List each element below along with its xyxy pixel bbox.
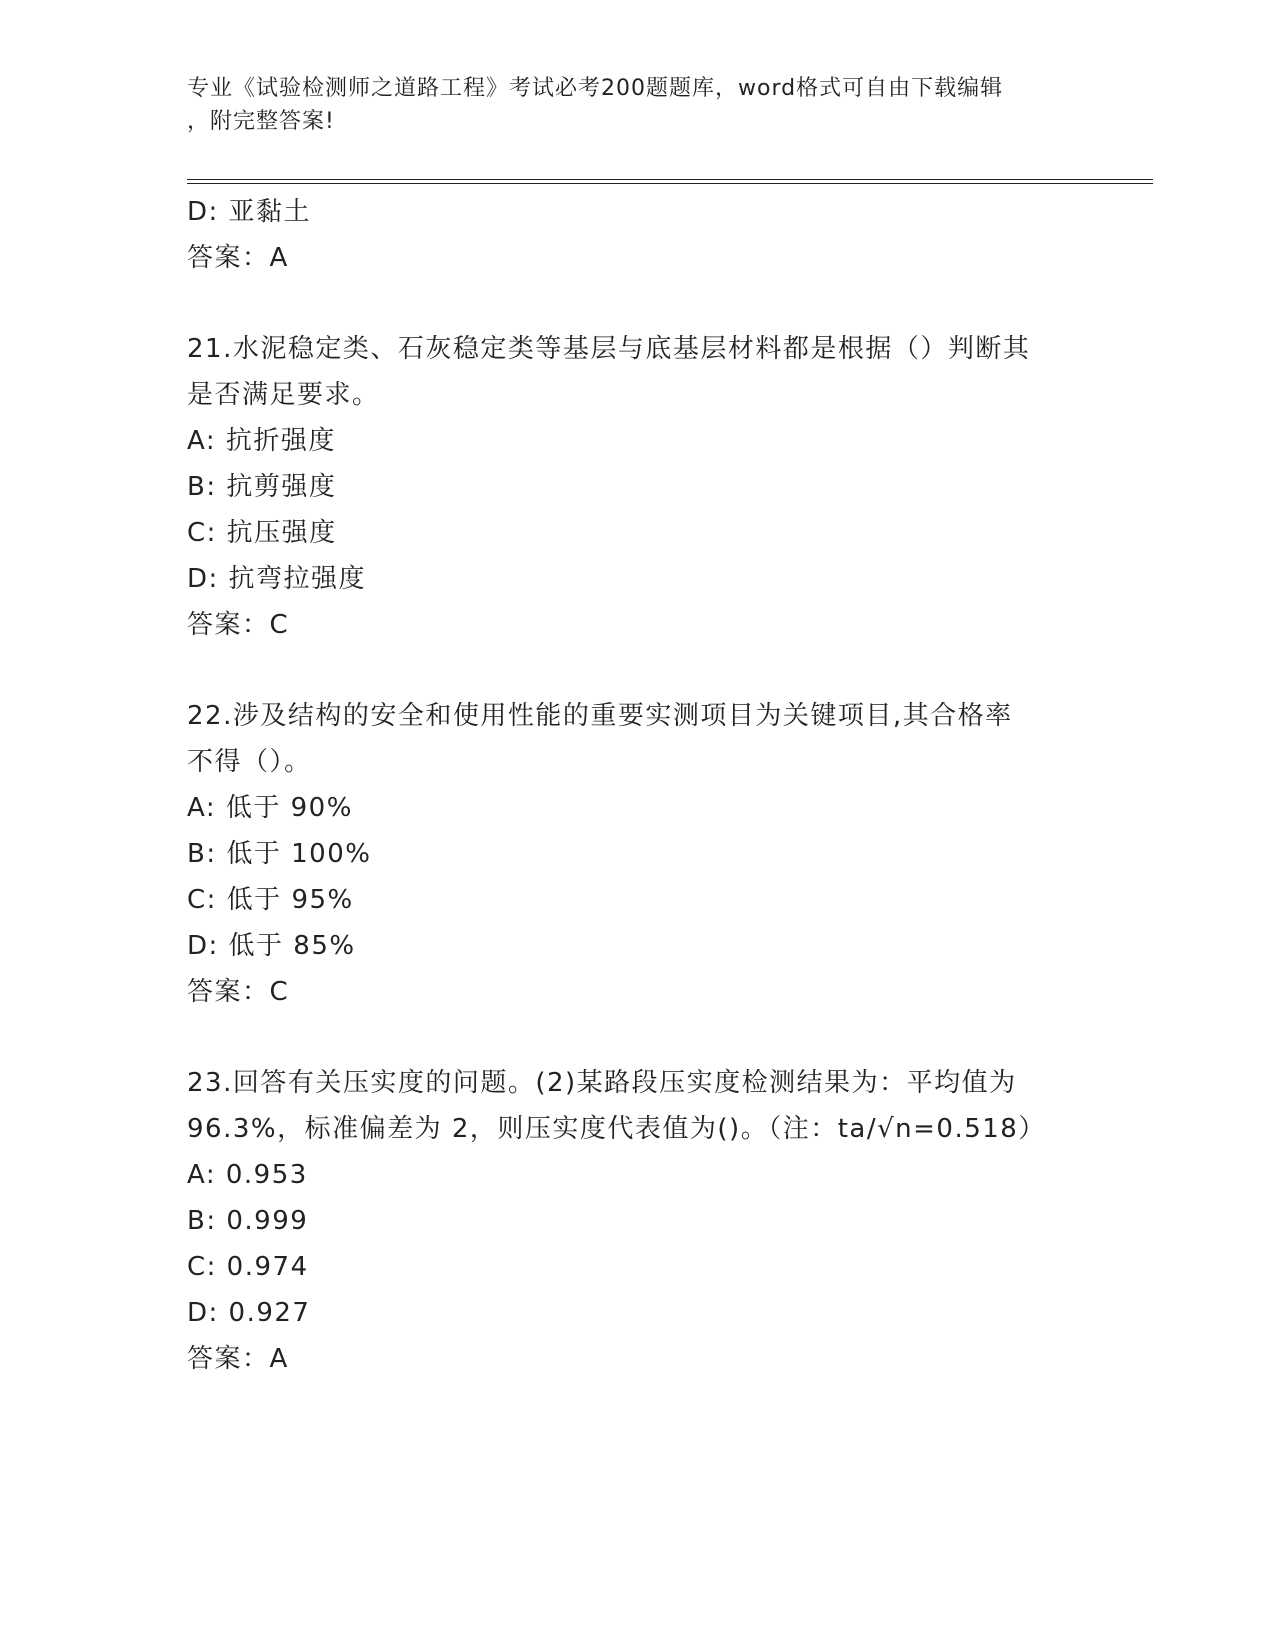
option-d: D: 抗弯拉强度 bbox=[187, 564, 367, 594]
question-stem-line: 是否满足要求。 bbox=[187, 380, 380, 410]
prev-answer: 答案：A bbox=[187, 243, 289, 273]
answer: 答案：C bbox=[187, 977, 290, 1007]
option-b: B: 0.999 bbox=[187, 1206, 309, 1236]
question-stem-line: 22.涉及结构的安全和使用性能的重要实测项目为关键项目,其合格率 bbox=[187, 701, 1013, 731]
header-rule-top bbox=[187, 179, 1153, 180]
document-header bbox=[187, 72, 1067, 138]
answer: 答案：C bbox=[187, 610, 290, 640]
option-b: B: 低于 100% bbox=[187, 839, 372, 869]
question-21 bbox=[187, 326, 1087, 648]
prev-option-d: D: 亚黏土 bbox=[187, 197, 312, 227]
header-line-2: ，附完整答案! bbox=[187, 109, 335, 134]
question-stem-line: 96.3%，标准偏差为 2，则压实度代表值为()。（注：ta/√n=0.518） bbox=[187, 1114, 1046, 1144]
question-content bbox=[187, 189, 1087, 1382]
option-b: B: 抗剪强度 bbox=[187, 472, 337, 502]
question-stem-line: 23.回答有关压实度的问题。(2)某路段压实度检测结果为：平均值为 bbox=[187, 1068, 1017, 1098]
header-rule-bottom bbox=[187, 183, 1153, 184]
question-22 bbox=[187, 693, 1087, 1015]
answer: 答案：A bbox=[187, 1344, 289, 1374]
option-a: A: 低于 90% bbox=[187, 793, 353, 823]
option-d: D: 0.927 bbox=[187, 1298, 311, 1328]
option-a: A: 抗折强度 bbox=[187, 426, 336, 456]
option-c: C: 低于 95% bbox=[187, 885, 354, 915]
question-stem-line: 21.水泥稳定类、石灰稳定类等基层与底基层材料都是根据（）判断其 bbox=[187, 334, 1031, 364]
option-d: D: 低于 85% bbox=[187, 931, 356, 961]
question-stem-line: 不得（）。 bbox=[187, 747, 312, 777]
option-a: A: 0.953 bbox=[187, 1160, 308, 1190]
option-c: C: 抗压强度 bbox=[187, 518, 337, 548]
option-c: C: 0.974 bbox=[187, 1252, 309, 1282]
header-line-1: 专业《试验检测师之道路工程》考试必考200题题库，word格式可自由下载编辑 bbox=[187, 76, 1004, 101]
question-23 bbox=[187, 1060, 1087, 1382]
